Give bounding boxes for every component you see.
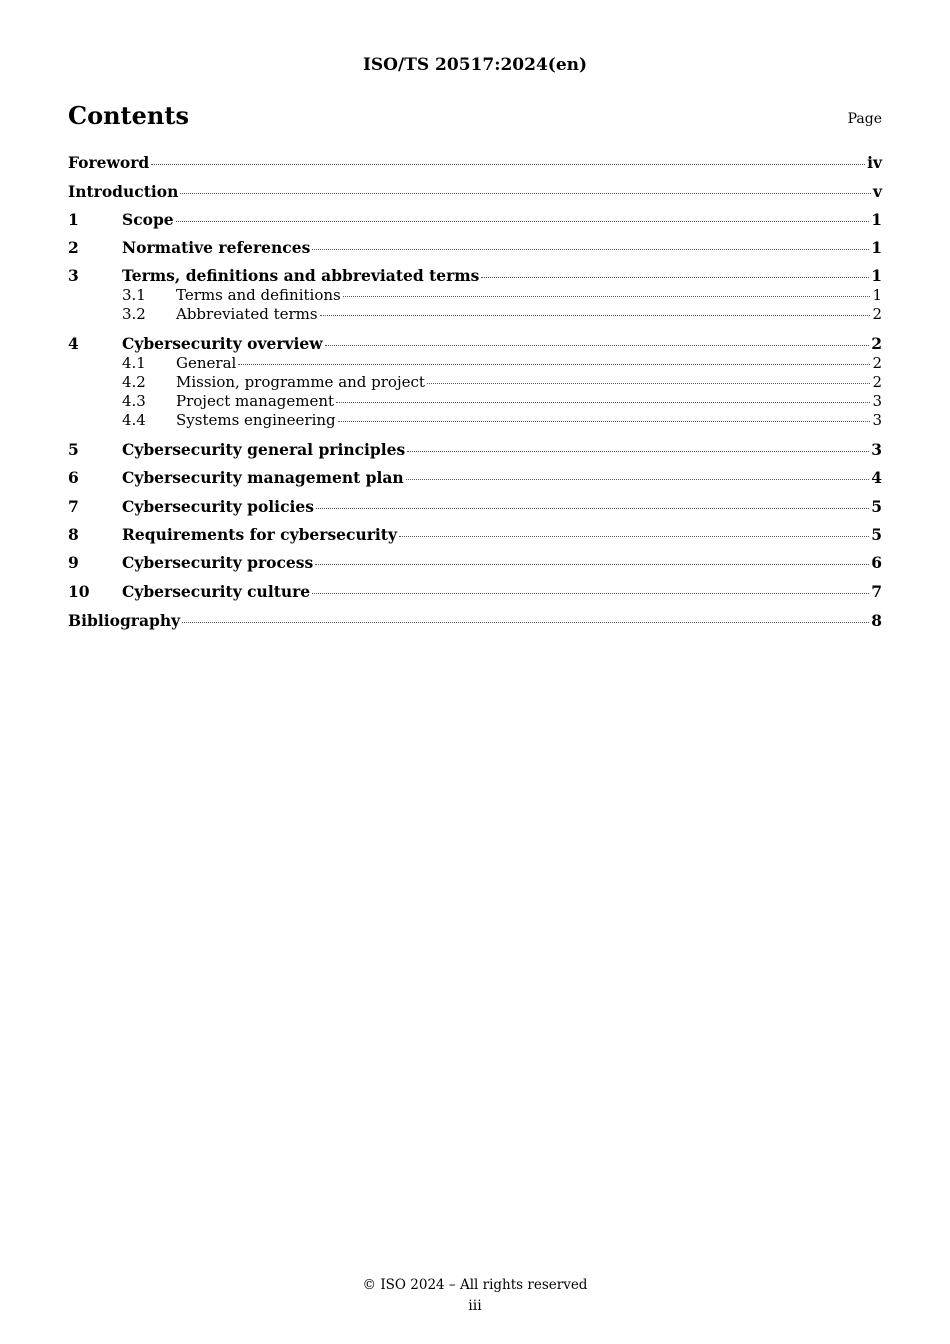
document-id: ISO/TS 20517:2024(en) xyxy=(362,55,588,75)
leader-dots xyxy=(180,193,871,194)
leader-dots xyxy=(312,249,869,250)
toc-entry-page: 2 xyxy=(872,353,882,372)
contents-title: Contents xyxy=(68,101,189,130)
toc-entry-number: 2 xyxy=(68,238,79,257)
footer-page-number: iii xyxy=(468,1298,482,1314)
leader-dots xyxy=(338,421,871,422)
leader-dots xyxy=(238,364,870,365)
toc-entry-number: 4.3 xyxy=(122,392,146,411)
toc-entry-general-principles[interactable] xyxy=(68,440,882,459)
toc-subentry-general[interactable] xyxy=(68,354,882,373)
toc-entry-page: 2 xyxy=(871,333,882,353)
toc-entry-title: Requirements for cybersecurity xyxy=(122,524,397,544)
toc-entry-title: Cybersecurity overview xyxy=(122,333,323,353)
toc-entry-title: Terms, definitions and abbreviated terms xyxy=(122,266,480,285)
toc-entry-number: 4.2 xyxy=(122,372,146,391)
leader-dots xyxy=(406,479,870,480)
toc-entry-number: 3.1 xyxy=(122,286,146,304)
toc-entry-page: v xyxy=(872,182,882,201)
toc-entry-title: General xyxy=(176,353,237,372)
toc-entry-culture[interactable] xyxy=(68,582,882,601)
table-of-contents xyxy=(68,153,882,630)
toc-entry-page: 5 xyxy=(871,496,882,516)
toc-entry-title: Cybersecurity process xyxy=(122,553,314,573)
leader-dots xyxy=(343,296,871,297)
toc-entry-number: 8 xyxy=(68,524,79,544)
toc-entry-page: 6 xyxy=(871,553,882,573)
toc-entry-title: Terms and definitions xyxy=(176,286,341,304)
toc-entry-policies[interactable] xyxy=(68,497,882,516)
toc-entry-title: Introduction xyxy=(68,182,179,201)
toc-entry-page: 2 xyxy=(872,305,882,324)
toc-entry-title: Bibliography xyxy=(68,610,181,630)
footer-copyright: © ISO 2024 – All rights reserved xyxy=(362,1277,588,1293)
toc-entry-page: 1 xyxy=(871,266,882,285)
toc-entry-process[interactable] xyxy=(68,553,882,572)
toc-entry-foreword[interactable] xyxy=(68,153,882,172)
toc-entry-number: 3.2 xyxy=(122,305,146,324)
leader-dots xyxy=(481,277,869,278)
leader-dots xyxy=(320,315,871,316)
toc-entry-page: 8 xyxy=(871,610,882,630)
toc-entry-title: Cybersecurity culture xyxy=(122,581,311,601)
toc-entry-number: 10 xyxy=(68,581,90,601)
toc-entry-number: 3 xyxy=(68,266,79,285)
leader-dots xyxy=(427,383,871,384)
toc-subentry-mission[interactable] xyxy=(68,373,882,392)
toc-entry-number: 4.1 xyxy=(122,353,146,372)
toc-entry-cybersecurity-overview[interactable] xyxy=(68,334,882,353)
toc-entry-number: 5 xyxy=(68,439,79,459)
toc-entry-page: 1 xyxy=(872,286,882,304)
toc-entry-page: 3 xyxy=(871,439,882,459)
toc-entry-title: Foreword xyxy=(68,153,150,172)
leader-dots xyxy=(399,536,869,537)
toc-entry-page: 1 xyxy=(871,210,882,229)
toc-entry-number: 4.4 xyxy=(122,411,146,430)
toc-subentry-abbreviated-terms[interactable] xyxy=(68,305,882,324)
leader-dots xyxy=(312,593,869,594)
toc-entry-number: 7 xyxy=(68,496,79,516)
toc-entry-title: Mission, programme and project xyxy=(176,372,425,391)
toc-entry-number: 9 xyxy=(68,553,79,573)
leader-dots xyxy=(176,221,870,222)
toc-subentry-systems-engineering[interactable] xyxy=(68,411,882,430)
toc-entry-title: Abbreviated terms xyxy=(176,305,318,324)
page-column-label: Page xyxy=(847,111,882,127)
leader-dots xyxy=(407,451,869,452)
toc-entry-title: Project management xyxy=(176,392,335,411)
toc-entry-introduction[interactable] xyxy=(68,182,882,201)
toc-entry-title: Cybersecurity general principles xyxy=(122,439,406,459)
toc-entry-number: 4 xyxy=(68,333,79,353)
leader-dots xyxy=(316,508,869,509)
toc-entry-number: 6 xyxy=(68,468,79,488)
leader-dots xyxy=(151,164,865,165)
toc-entry-page: 5 xyxy=(871,524,882,544)
toc-entry-page: 1 xyxy=(871,238,882,257)
leader-dots xyxy=(182,622,869,623)
toc-entry-requirements[interactable] xyxy=(68,525,882,544)
toc-entry-normative-references[interactable] xyxy=(68,238,882,257)
leader-dots xyxy=(336,402,870,403)
toc-entry-page: 2 xyxy=(872,372,882,391)
toc-entry-scope[interactable] xyxy=(68,210,882,229)
leader-dots xyxy=(315,564,869,565)
toc-entry-title: Cybersecurity policies xyxy=(122,496,314,516)
toc-subentry-terms-and-definitions[interactable] xyxy=(68,286,882,305)
toc-entry-page: iv xyxy=(867,153,882,172)
toc-entry-page: 3 xyxy=(872,411,882,430)
toc-entry-page: 3 xyxy=(872,392,882,411)
toc-entry-management-plan[interactable] xyxy=(68,468,882,487)
toc-entry-title: Scope xyxy=(122,210,174,229)
toc-entry-title: Cybersecurity management plan xyxy=(122,468,404,488)
toc-entry-bibliography[interactable] xyxy=(68,611,882,630)
toc-entry-title: Systems engineering xyxy=(176,411,336,430)
toc-entry-number: 1 xyxy=(68,210,79,229)
leader-dots xyxy=(325,345,870,346)
toc-entry-title: Normative references xyxy=(122,238,311,257)
toc-entry-page: 4 xyxy=(871,468,882,488)
toc-entry-page: 7 xyxy=(871,581,882,601)
toc-entry-terms[interactable] xyxy=(68,266,882,285)
toc-subentry-project-management[interactable] xyxy=(68,392,882,411)
